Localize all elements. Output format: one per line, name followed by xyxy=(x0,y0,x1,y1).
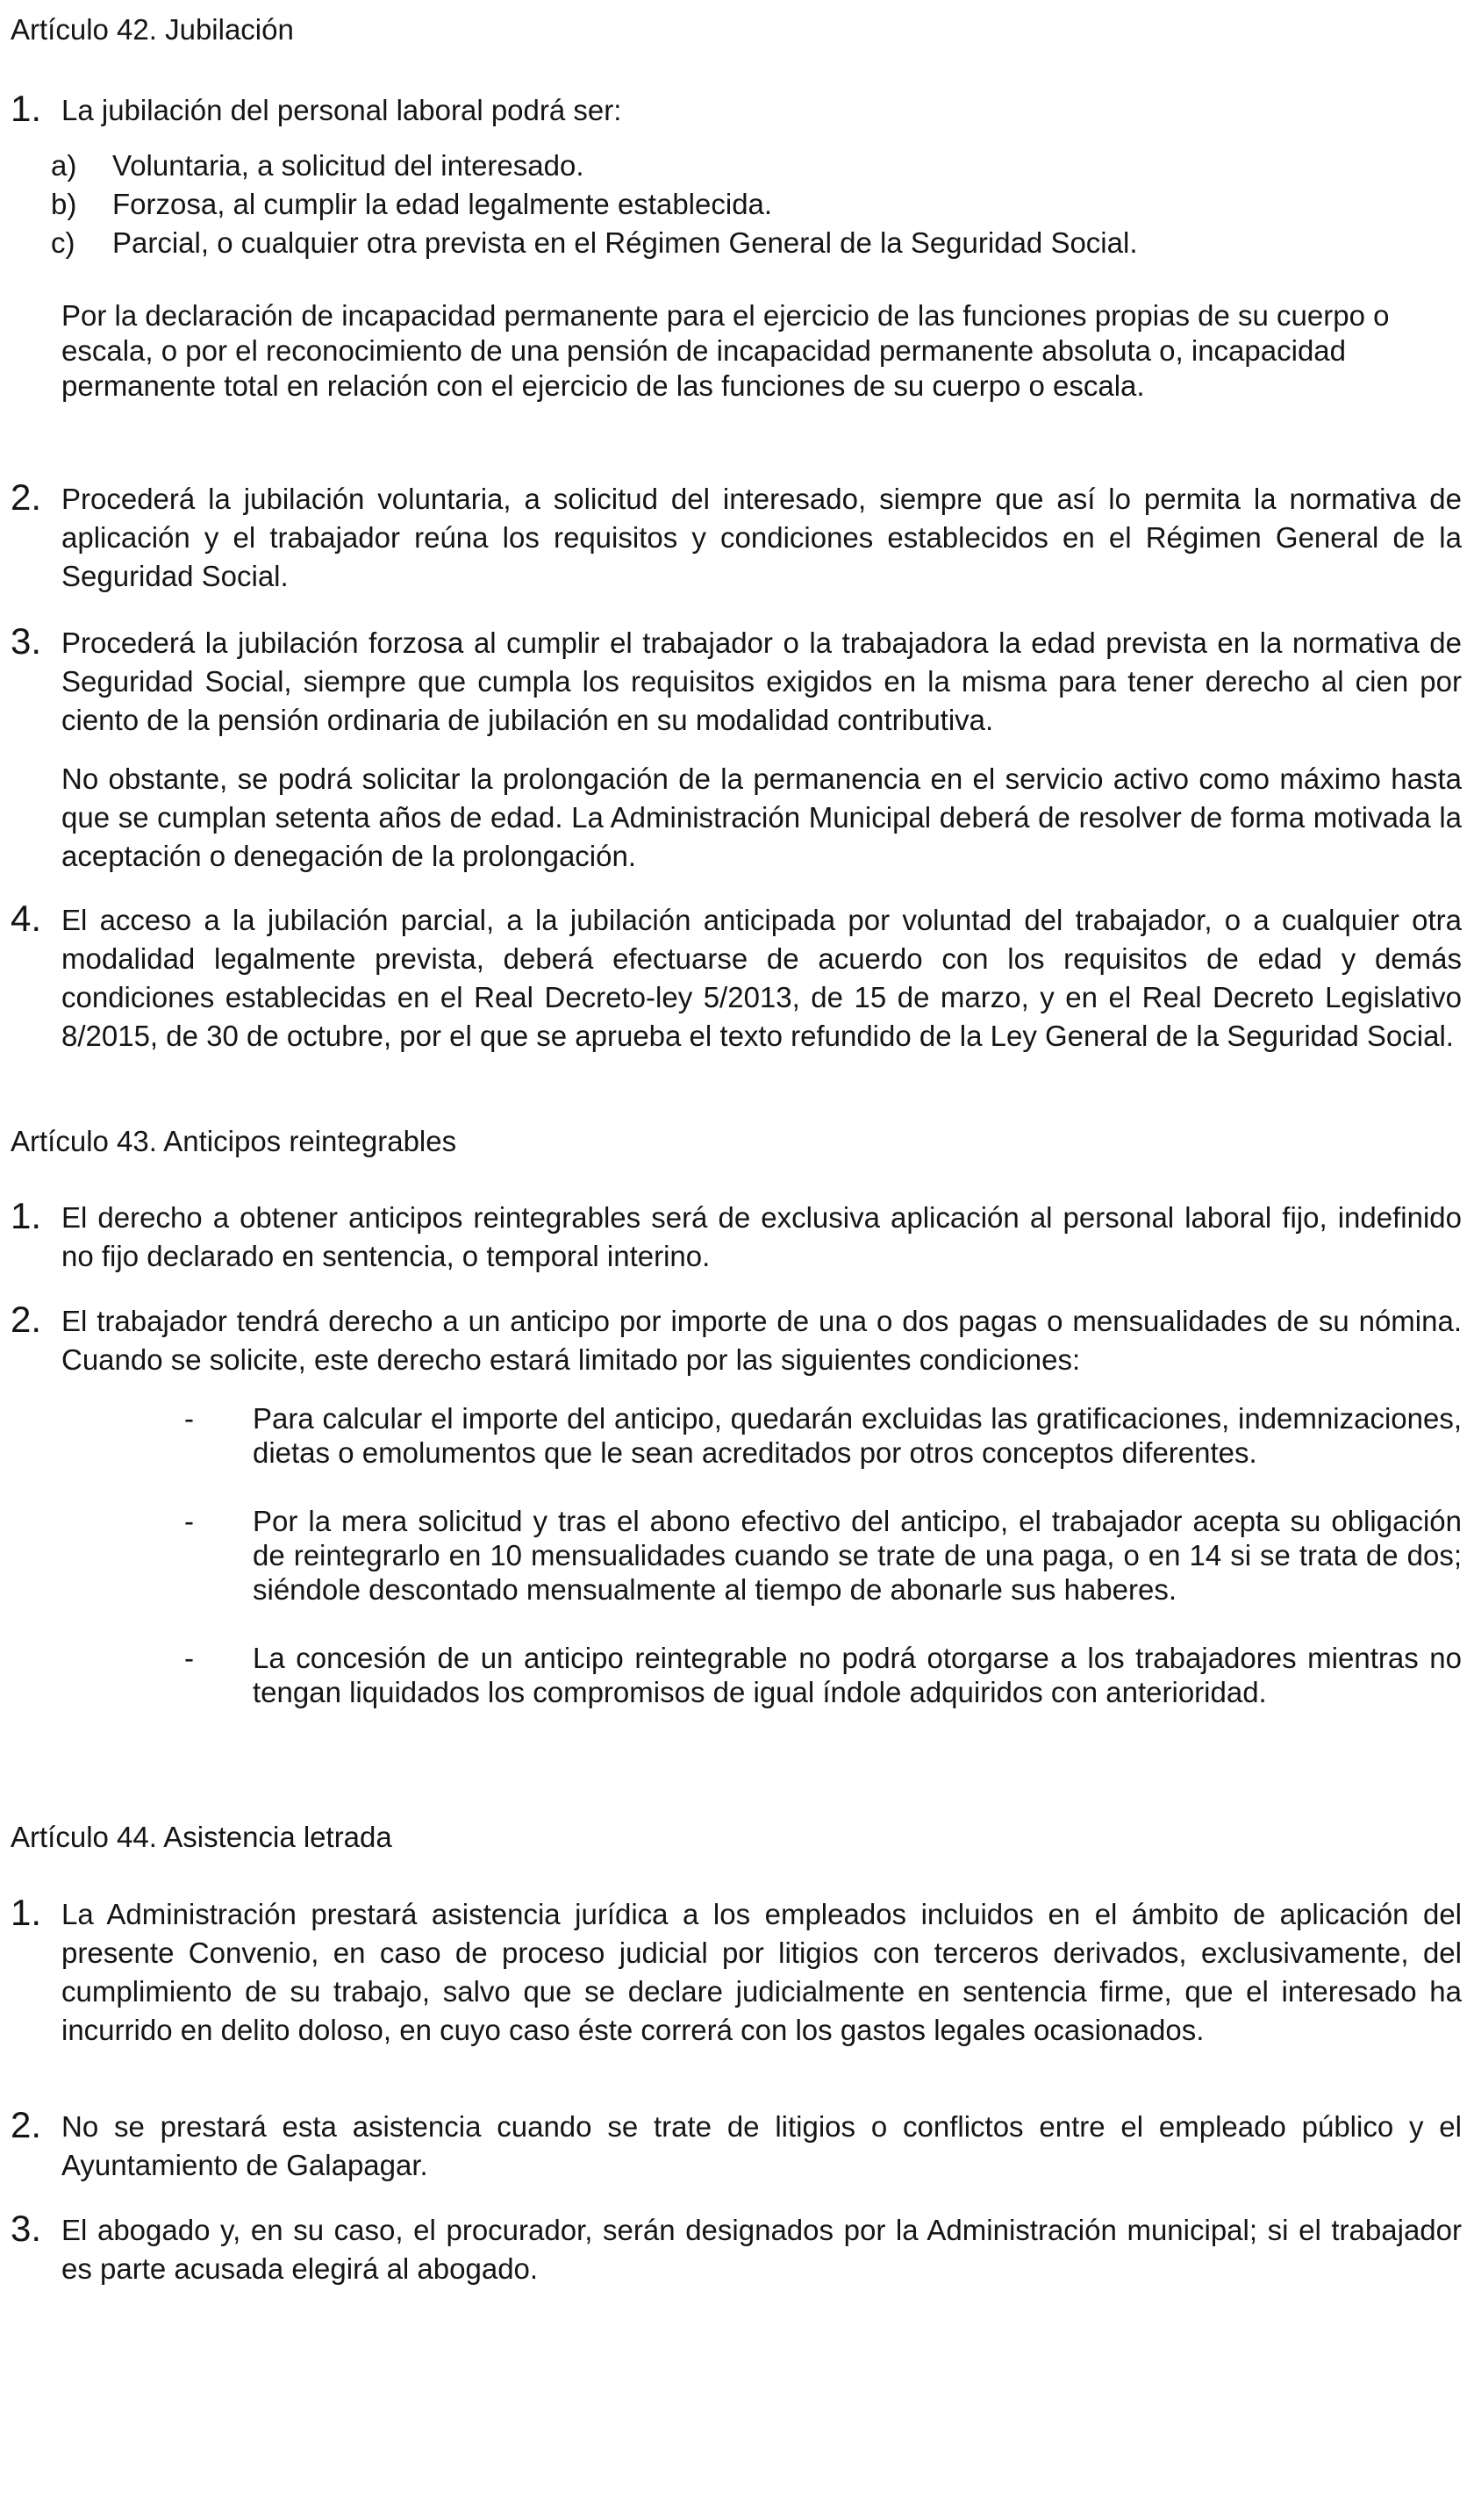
item-number: 2. xyxy=(11,2104,42,2145)
item-text: El abogado y, en su caso, el procurador, serán designados por la Administración municipal; si el trabajador es parte acusada elegirá al abogado. xyxy=(61,2214,1462,2285)
art42-item-1-paragraph: Por la declaración de incapacidad permanente para el ejercicio de las funciones propias de su cuerpo o escala, o por el reconocimiento de una pensión de incapacidad permanente absoluta o, incapacidad permanente total en relación con el ejercicio de las funciones de su cuerpo o escala. xyxy=(61,299,1390,402)
sub-text: Voluntaria, a solicitud del interesado. xyxy=(112,149,584,182)
item-number: 1. xyxy=(11,1892,42,1933)
item-number: 3. xyxy=(11,620,42,662)
item-number: 2. xyxy=(11,476,42,518)
item-number: 3. xyxy=(11,2208,42,2249)
item-text: No obstante, se podrá solicitar la prolongación de la permanencia en el servicio activo como máximo hasta que se cumplan setenta años de edad. La Administración Municipal deberá de resolver de forma motivada la aceptación o denegación de la prolongación. xyxy=(61,762,1462,872)
art42-sub-b xyxy=(51,189,772,219)
item-number: 1. xyxy=(11,1195,42,1236)
art43-dash-marker: - xyxy=(184,1402,194,1435)
item-text: No se prestará esta asistencia cuando se trate de litigios o conflictos entre el empleado público y el Ayuntamiento de Galapagar. xyxy=(61,2110,1462,2181)
art43-dash-item-3: La concesión de un anticipo reintegrable no podrá otorgarse a los trabajadores mientras no tengan liquidados los compromisos de igual índole adquiridos con anterioridad. xyxy=(253,1642,1462,1708)
item-text: El acceso a la jubilación parcial, a la jubilación anticipada por voluntad del trabajador, o a cualquier otra modalidad legalmente prevista, deberá efectuarse de acuerdo con los requisitos de edad y demás condiciones establecidas en el Real Decreto-ley 5/2013, de 15 de marzo, y en el Real Decreto Legislativo 8/2015, de 30 de octubre, por el que se aprueba el texto refundido de la Ley General de la Seguridad Social. xyxy=(61,904,1462,1052)
sub-text: Parcial, o cualquier otra prevista en el Régimen General de la Seguridad Social. xyxy=(112,226,1138,259)
item-text: El derecho a obtener anticipos reintegrables será de exclusiva aplicación al personal laboral fijo, indefinido no fijo declarado en sentencia, o temporal interino. xyxy=(61,1201,1462,1272)
article-44-heading: Artículo 44. Asistencia letrada xyxy=(11,1821,392,1853)
item-number: 4. xyxy=(11,898,42,939)
item-text: La jubilación del personal laboral podrá ser: xyxy=(61,94,622,126)
art42-sub-c xyxy=(51,227,1138,258)
art43-dash-marker: - xyxy=(184,1505,194,1537)
item-text: La Administración prestará asistencia jurídica a los empleados incluidos en el ámbito de aplicación del presente Convenio, en caso de proceso judicial por litigios con terceros derivados, exclusivamente, del cumplimiento de su trabajo, salvo que se declare judicialmente en sentencia firme, que el interesado ha incurrido en delito doloso, en cuyo caso éste correrá con los gastos legales ocasionados. xyxy=(61,1898,1462,2046)
art42-sub-a xyxy=(51,150,584,181)
item-text: Procederá la jubilación forzosa al cumplir el trabajador o la trabajadora la edad prevista en la normativa de Seguridad Social, siempre que cumpla los requisitos exigidos en la misma para tener derecho al cien por ciento de la pensión ordinaria de jubilación en su modalidad contributiva. xyxy=(61,626,1462,736)
item-text: Procederá la jubilación voluntaria, a solicitud del interesado, siempre que así lo permita la normativa de aplicación y el trabajador reúna los requisitos y condiciones establecidos en el Régimen General de la Seguridad Social. xyxy=(61,483,1462,592)
art43-dash-item-1: Para calcular el importe del anticipo, quedarán excluidas las gratificaciones, indemnizaciones, dietas o emolumentos que le sean acreditados por otros conceptos diferentes. xyxy=(253,1402,1462,1469)
sub-label: c) xyxy=(51,226,75,259)
sub-label: b) xyxy=(51,188,77,220)
item-number: 1. xyxy=(11,88,42,129)
item-text: El trabajador tendrá derecho a un anticipo por importe de una o dos pagas o mensualidades de su nómina. Cuando se solicite, este derecho estará limitado por las siguientes condiciones: xyxy=(61,1305,1462,1376)
sub-text: Forzosa, al cumplir la edad legalmente establecida. xyxy=(112,188,773,220)
art43-dash-item-2: Por la mera solicitud y tras el abono efectivo del anticipo, el trabajador acepta su obligación de reintegrarlo en 10 mensualidades cuando se trate de una paga, o en 14 si se trata de dos; siéndole descontado mensualmente al tiempo de abonarle sus haberes. xyxy=(253,1505,1462,1606)
art43-dash-marker: - xyxy=(184,1642,194,1674)
article-43-heading: Artículo 43. Anticipos reintegrables xyxy=(11,1125,457,1157)
sub-label: a) xyxy=(51,149,77,182)
item-number: 2. xyxy=(11,1299,42,1340)
article-42-heading: Artículo 42. Jubilación xyxy=(11,13,294,46)
